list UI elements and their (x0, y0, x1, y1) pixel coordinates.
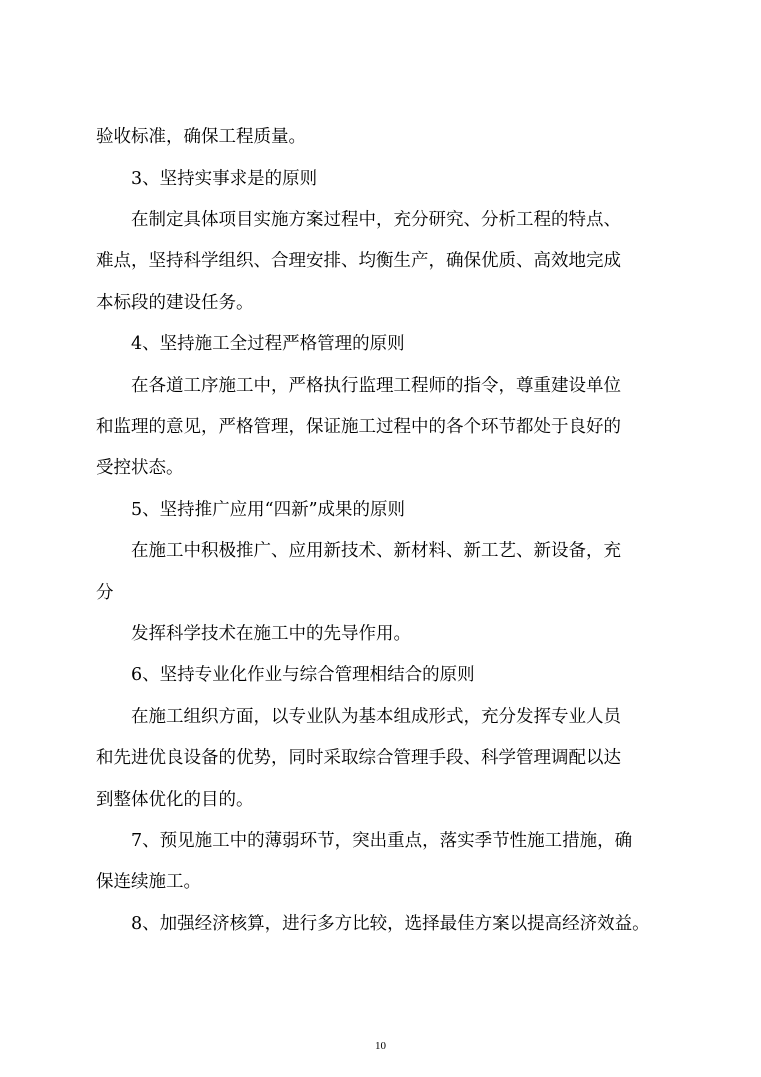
text-line: 5、坚持推广应用“四新”成果的原则 (131, 500, 406, 520)
page-number: 10 (375, 1040, 386, 1052)
text-line: 难点，坚持科学组织、合理安排、均衡生产，确保优质、高效地完成 (96, 251, 621, 271)
text-line: 到整体优化的目的。 (96, 790, 254, 810)
text-line: 和监理的意见，严格管理，保证施工过程中的各个环节都处于良好的 (96, 417, 621, 437)
text-line: 验收标准，确保工程质量。 (96, 127, 306, 147)
text-line: 受控状态。 (96, 458, 184, 478)
text-line: 3、坚持实事求是的原则 (131, 169, 318, 189)
text-line: 在施工中积极推广、应用新技术、新材料、新工艺、新设备，充 (131, 541, 621, 561)
text-line: 在制定具体项目实施方案过程中，充分研究、分析工程的特点、 (131, 210, 621, 230)
text-line: 在施工组织方面，以专业队为基本组成形式，充分发挥专业人员 (131, 707, 621, 727)
text-line: 7、预见施工中的薄弱环节，突出重点，落实季节性施工措施，确 (131, 831, 633, 851)
text-line: 6、坚持专业化作业与综合管理相结合的原则 (131, 665, 475, 685)
text-line: 发挥科学技术在施工中的先导作用。 (131, 624, 411, 644)
text-line: 和先进优良设备的优势，同时采取综合管理手段、科学管理调配以达 (96, 748, 621, 768)
text-line: 保连续施工。 (96, 872, 201, 892)
text-line: 4、坚持施工全过程严格管理的原则 (131, 334, 405, 354)
text-line: 8、加强经济核算，进行多方比较，选择最佳方案以提高经济效益。 (131, 914, 650, 934)
text-line: 在各道工序施工中，严格执行监理工程师的指令，尊重建设单位 (131, 376, 621, 396)
text-line: 本标段的建设任务。 (96, 293, 254, 313)
text-line: 分 (96, 583, 114, 603)
